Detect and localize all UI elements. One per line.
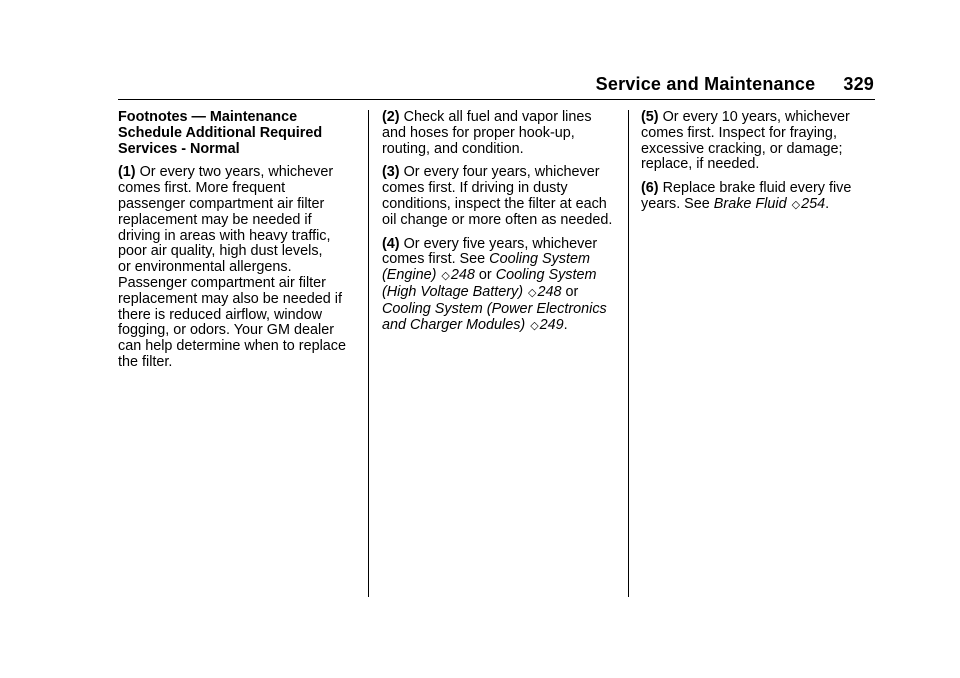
footnote-6-text: Replace brake fluid every five years. See <box>641 180 852 212</box>
footnote-4-text: Or every five years, whichever comes first. See <box>382 235 598 268</box>
header-rule <box>118 99 875 100</box>
footnote-5-number: (5) <box>641 109 659 125</box>
footnote-6-end: . <box>825 195 830 212</box>
xref-brake-fluid[interactable]: Brake Fluid <box>713 195 787 212</box>
xref-page-249[interactable]: 249 <box>539 316 564 333</box>
footnote-4-or-1: or <box>474 267 496 284</box>
xref-page-248-battery[interactable]: 248 <box>537 283 562 300</box>
footnote-3 <box>382 165 617 228</box>
footnotes-heading: Footnotes — Maintenance Schedule Additional Required Services - Normal <box>118 109 323 157</box>
page-ref-arrow-icon: ◇ <box>530 319 539 332</box>
page-ref-arrow-icon: ◇ <box>441 270 450 283</box>
footnote-5-text: Or every 10 years, whichever comes first. Inspect for fraying, excessive cracking, or damage; replace, if needed. <box>641 109 850 173</box>
footnote-3-text: Or every four years, whichever comes first. If driving in dusty conditions, inspect the filter at each oil change or more often as needed. <box>382 164 613 228</box>
column-right <box>641 110 876 222</box>
section-title: Service and Maintenance <box>595 74 816 94</box>
footnote-2-number: (2) <box>382 109 400 125</box>
column-middle <box>382 110 617 342</box>
xref-cooling-system-engine[interactable]: Cooling System (Engine) <box>382 251 590 284</box>
xref-cooling-system-power-electronics[interactable]: Cooling System (Power Electronics and Charger Modules) <box>382 300 607 333</box>
column-divider-left <box>368 110 369 597</box>
xref-cooling-system-hv-battery[interactable]: Cooling System (High Voltage Battery) <box>382 267 597 300</box>
footnote-1-number: (1) <box>118 164 136 181</box>
footnote-6 <box>641 181 876 214</box>
footnote-6-number: (6) <box>641 180 659 197</box>
page-header <box>596 74 874 95</box>
column-divider-right <box>628 110 629 597</box>
page-number: 329 <box>843 74 874 94</box>
footnote-4 <box>382 237 617 335</box>
xref-page-254[interactable]: 254 <box>801 195 826 212</box>
footnote-4-end: . <box>563 316 568 333</box>
footnote-5 <box>641 110 876 173</box>
page-ref-arrow-icon: ◇ <box>528 286 537 299</box>
xref-page-248-engine[interactable]: 248 <box>450 267 475 284</box>
footnote-2-text: Check all fuel and vapor lines and hoses for proper hook-up, routing, and condition. <box>382 109 592 157</box>
page-ref-arrow-icon: ◇ <box>791 198 801 211</box>
footnote-3-number: (3) <box>382 164 400 181</box>
footnote-4-number: (4) <box>382 235 400 252</box>
footnote-1-text: Or every two years, whichever comes first. More frequent passenger compartment air filter replacement may be needed if driving in areas with heavy traffic, poor air quality, high dust levels, or environmental allergens. Passenger compartment air filter replacement may also be needed if there is reduced airflow, window fogging, or odors. Your GM dealer can help determine when to replace the filter. <box>118 164 346 370</box>
footnote-2 <box>382 110 617 157</box>
column-left <box>118 110 358 379</box>
footnote-1 <box>118 165 358 370</box>
footnote-4-or-2: or <box>565 283 579 300</box>
